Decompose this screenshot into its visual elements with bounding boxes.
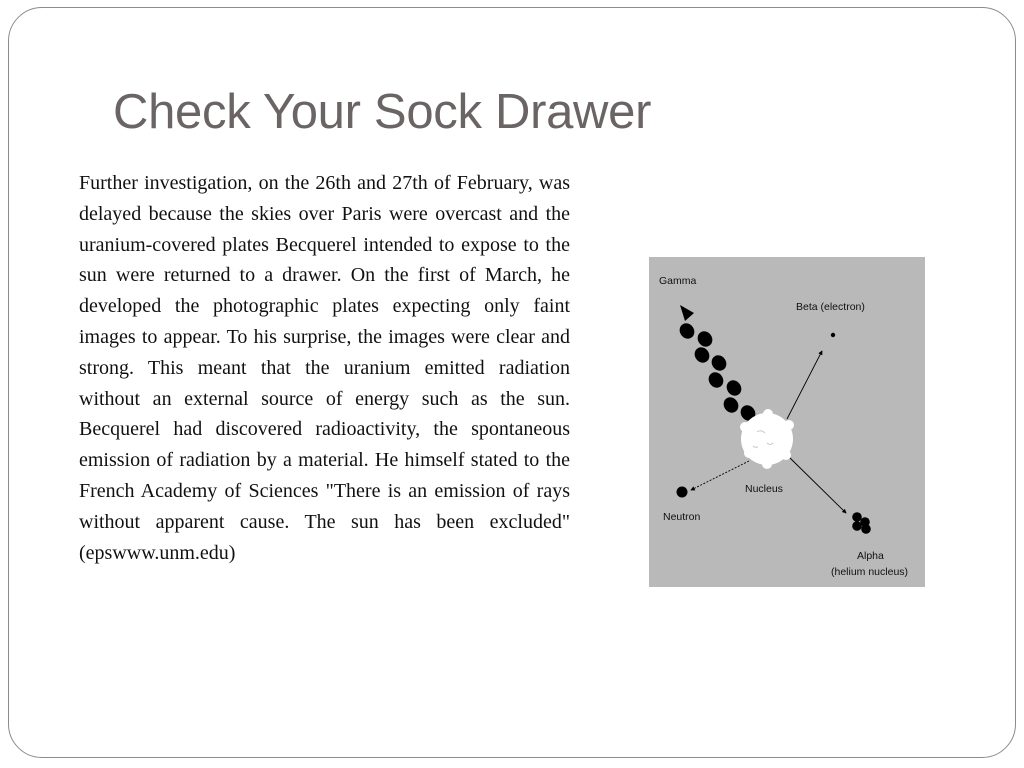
gamma-wave-blob (721, 394, 742, 415)
body-paragraph: Further investigation, on the 26th and 27th of February, was delayed because the skies over Paris were overcast and the uranium-covered plates Becquerel intended to expose to the sun were returned to a drawer. On the first of March, he developed the photographic plates expecting only faint images to appear. To his surprise, the images were clear and strong. This meant that the uranium emitted radiation without an external source of energy such as the sun. Becquerel had discovered radioactivity, the spontaneous emission of radiation by a material. He himself stated to the French Academy of Sciences "There is an emission of rays without apparent cause. The sun has been excluded" (epswww.unm.edu) (79, 172, 570, 564)
alpha-label: Alpha (857, 550, 884, 562)
radiation-diagram-svg (649, 257, 925, 587)
gamma-wave-blob (706, 369, 727, 390)
nucleus-label: Nucleus (745, 483, 783, 495)
alpha-path (789, 457, 846, 513)
gamma-arrow-head (680, 305, 694, 321)
gamma-wave-blob (724, 377, 745, 398)
gamma-wave-blob (695, 328, 716, 349)
gamma-wave-blob (709, 352, 730, 373)
slide-title: Check Your Sock Drawer (113, 85, 652, 139)
beta-label: Beta (electron) (796, 301, 865, 313)
alpha-particle (852, 512, 871, 534)
radiation-diagram (649, 257, 925, 587)
alpha-sublabel: (helium nucleus) (831, 566, 909, 578)
neutron-particle (677, 487, 688, 498)
gamma-label: Gamma (659, 275, 697, 287)
neutron-label: Neutron (663, 511, 701, 523)
neutron-path (691, 461, 749, 490)
gamma-wave-blob (692, 344, 713, 365)
beta-path (787, 351, 822, 419)
gamma-wave-blob (677, 320, 698, 341)
gamma-ray (677, 305, 759, 424)
beta-electron (831, 333, 835, 337)
